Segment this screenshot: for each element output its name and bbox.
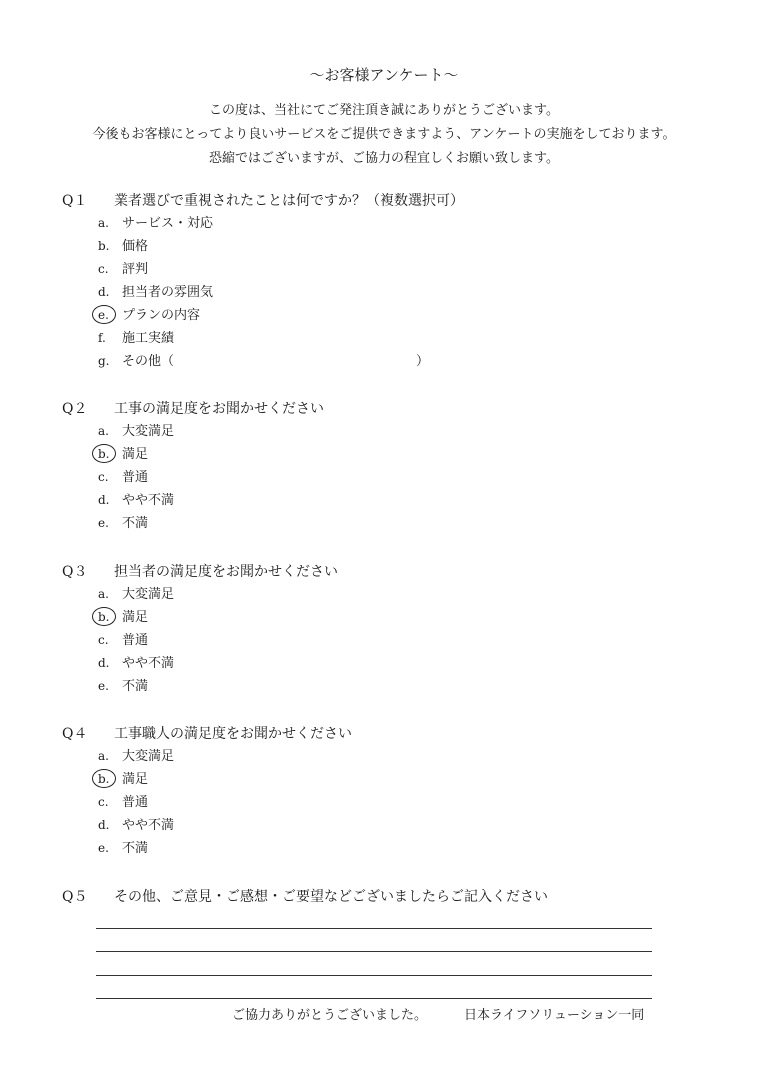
comment-line-4[interactable] (96, 998, 652, 999)
question-number: Q２ (62, 401, 88, 417)
option-label: 評判 (122, 262, 149, 277)
survey-title: ～お客様アンケート～ (309, 66, 459, 84)
other-close-paren: ） (416, 354, 430, 369)
option-letter: b. (98, 772, 110, 786)
option-letter: d. (98, 493, 110, 507)
option-label: 大変満足 (122, 587, 175, 602)
option-label: 不満 (122, 516, 149, 531)
option-label: やや不満 (122, 656, 175, 671)
option-letter: e. (98, 308, 109, 322)
option-letter: a. (98, 749, 109, 763)
option-label: 価格 (122, 239, 149, 254)
selected-circle-mark (92, 769, 116, 788)
option-label: 施工実績 (122, 331, 175, 346)
intro-line-3: 恐縮ではございますが、ご協力の程宜しくお願い致します。 (209, 151, 559, 166)
option-label: サービス・対応 (122, 216, 214, 231)
q3-option-a[interactable] (98, 583, 174, 605)
question-4 (62, 723, 352, 743)
option-letter: a. (98, 216, 109, 230)
option-letter: d. (98, 285, 110, 299)
option-label: 大変満足 (122, 424, 175, 439)
intro-line-2: 今後もお客様にとってより良いサービスをご提供できますよう、アンケートの実施をしております。 (92, 127, 676, 142)
question-text: 工事の満足度をお聞かせください (114, 401, 324, 417)
thanks-text: ご協力ありがとうございました。 (232, 1008, 428, 1023)
option-letter: g. (98, 354, 110, 368)
option-letter: d. (98, 818, 110, 832)
option-letter: e. (98, 516, 109, 530)
option-letter: b. (98, 239, 110, 253)
option-letter: c. (98, 633, 109, 647)
q4-option-a[interactable] (98, 745, 174, 767)
q3-option-c[interactable] (98, 629, 148, 651)
selected-circle-mark (92, 305, 116, 324)
option-letter: a. (98, 587, 109, 601)
option-label: やや不満 (122, 493, 175, 508)
option-letter: c. (98, 795, 109, 809)
company-name: 日本ライフソリューション一同 (464, 1008, 645, 1023)
q2-option-e[interactable] (98, 512, 148, 534)
option-label: 不満 (122, 841, 149, 856)
q2-option-d[interactable] (98, 489, 174, 511)
option-label: 普通 (122, 470, 149, 485)
comment-line-1[interactable] (96, 928, 652, 929)
q1-option-c[interactable] (98, 258, 148, 280)
option-letter: f. (98, 331, 106, 345)
question-5 (62, 886, 548, 906)
question-3 (62, 561, 338, 581)
q1-option-g[interactable] (98, 350, 174, 372)
option-letter: c. (98, 262, 109, 276)
q3-option-e[interactable] (98, 675, 148, 697)
q2-option-a[interactable] (98, 420, 174, 442)
question-text: 業者選びで重視されたことは何ですか？（複数選択可） (114, 193, 464, 209)
q1-option-a[interactable] (98, 212, 213, 234)
option-label: その他（ (122, 354, 175, 369)
q2-option-b[interactable] (98, 443, 148, 465)
q4-option-b[interactable] (98, 768, 148, 790)
q1-option-e[interactable] (98, 304, 200, 326)
option-letter: d. (98, 656, 110, 670)
question-number: Q１ (62, 193, 88, 209)
q4-option-c[interactable] (98, 791, 148, 813)
question-2 (62, 398, 324, 418)
option-label: プランの内容 (122, 308, 201, 323)
q1-option-f[interactable] (98, 327, 174, 349)
option-label: 大変満足 (122, 749, 175, 764)
selected-circle-mark (92, 444, 116, 463)
question-text: 工事職人の満足度をお聞かせください (114, 726, 352, 742)
q4-option-e[interactable] (98, 837, 148, 859)
option-label: 不満 (122, 679, 149, 694)
question-number: Q５ (62, 889, 88, 905)
comment-line-3[interactable] (96, 975, 652, 976)
option-letter: e. (98, 841, 109, 855)
option-label: 満足 (122, 772, 149, 787)
question-number: Q３ (62, 564, 88, 580)
question-text: その他、ご意見・ご感想・ご要望などございましたらご記入ください (114, 889, 548, 905)
selected-circle-mark (92, 607, 116, 626)
q3-option-b[interactable] (98, 606, 148, 628)
q2-option-c[interactable] (98, 466, 148, 488)
q4-option-d[interactable] (98, 814, 174, 836)
q1-option-d[interactable] (98, 281, 213, 303)
question-number: Q４ (62, 726, 88, 742)
option-label: 普通 (122, 633, 149, 648)
option-label: 担当者の雰囲気 (122, 285, 214, 300)
option-letter: c. (98, 470, 109, 484)
option-label: やや不満 (122, 818, 175, 833)
q1-option-b[interactable] (98, 235, 148, 257)
option-label: 満足 (122, 447, 149, 462)
question-1 (62, 190, 464, 210)
q3-option-d[interactable] (98, 652, 174, 674)
comment-line-2[interactable] (96, 951, 652, 952)
option-letter: b. (98, 610, 110, 624)
option-label: 満足 (122, 610, 149, 625)
option-letter: a. (98, 424, 109, 438)
question-text: 担当者の満足度をお聞かせください (114, 564, 338, 580)
intro-line-1: この度は、当社にてご発注頂き誠にありがとうございます。 (209, 103, 559, 118)
option-label: 普通 (122, 795, 149, 810)
option-letter: b. (98, 447, 110, 461)
option-letter: e. (98, 679, 109, 693)
